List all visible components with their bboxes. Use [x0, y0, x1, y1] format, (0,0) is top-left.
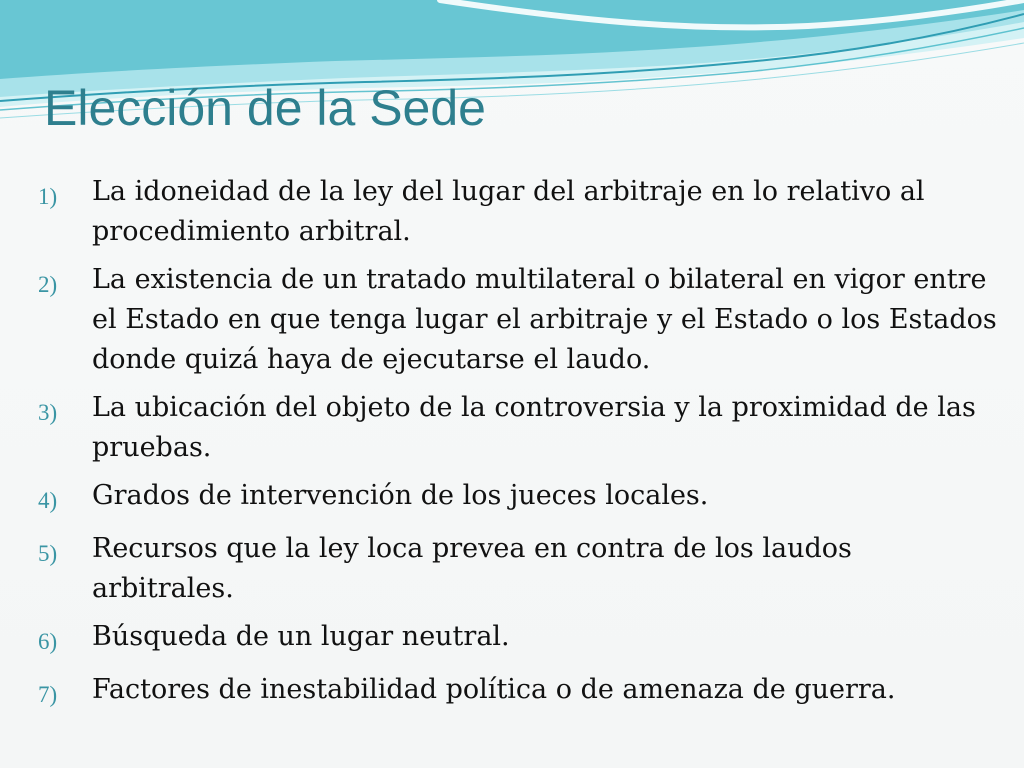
list-item	[38, 260, 998, 380]
list-text: Grados de intervención de los jueces locales.	[92, 480, 709, 511]
list-text: La idoneidad de la ley del lugar del arbitraje en lo relativo al procedimiento arbitral.	[92, 176, 925, 247]
list-number: 6)	[38, 629, 58, 654]
list-number: 3)	[38, 400, 58, 425]
list-number: 7)	[38, 682, 58, 707]
list-text: La existencia de un tratado multilateral o bilateral en vigor entre el Estado en que tenga lugar el arbitraje y el Estado o los Estados donde quizá haya de ejecutarse el laudo.	[92, 264, 997, 375]
list-text: Recursos que la ley loca prevea en contra de los laudos arbitrales.	[92, 533, 852, 604]
list-item	[38, 529, 998, 609]
slide-title: Elección de la Sede	[44, 80, 486, 136]
list-item	[38, 172, 998, 252]
list-item	[38, 617, 998, 662]
list-number: 4)	[38, 488, 58, 513]
list-number: 5)	[38, 541, 58, 566]
list-item	[38, 476, 998, 521]
list-text: Factores de inestabilidad política o de amenaza de guerra.	[92, 674, 896, 705]
list-text: La ubicación del objeto de la controversia y la proximidad de las pruebas.	[92, 392, 976, 463]
list-item	[38, 670, 998, 715]
list-number: 1)	[38, 184, 58, 209]
list-number: 2)	[38, 272, 58, 297]
list-item	[38, 388, 998, 468]
numbered-list	[38, 172, 998, 723]
list-text: Búsqueda de un lugar neutral.	[92, 621, 510, 652]
